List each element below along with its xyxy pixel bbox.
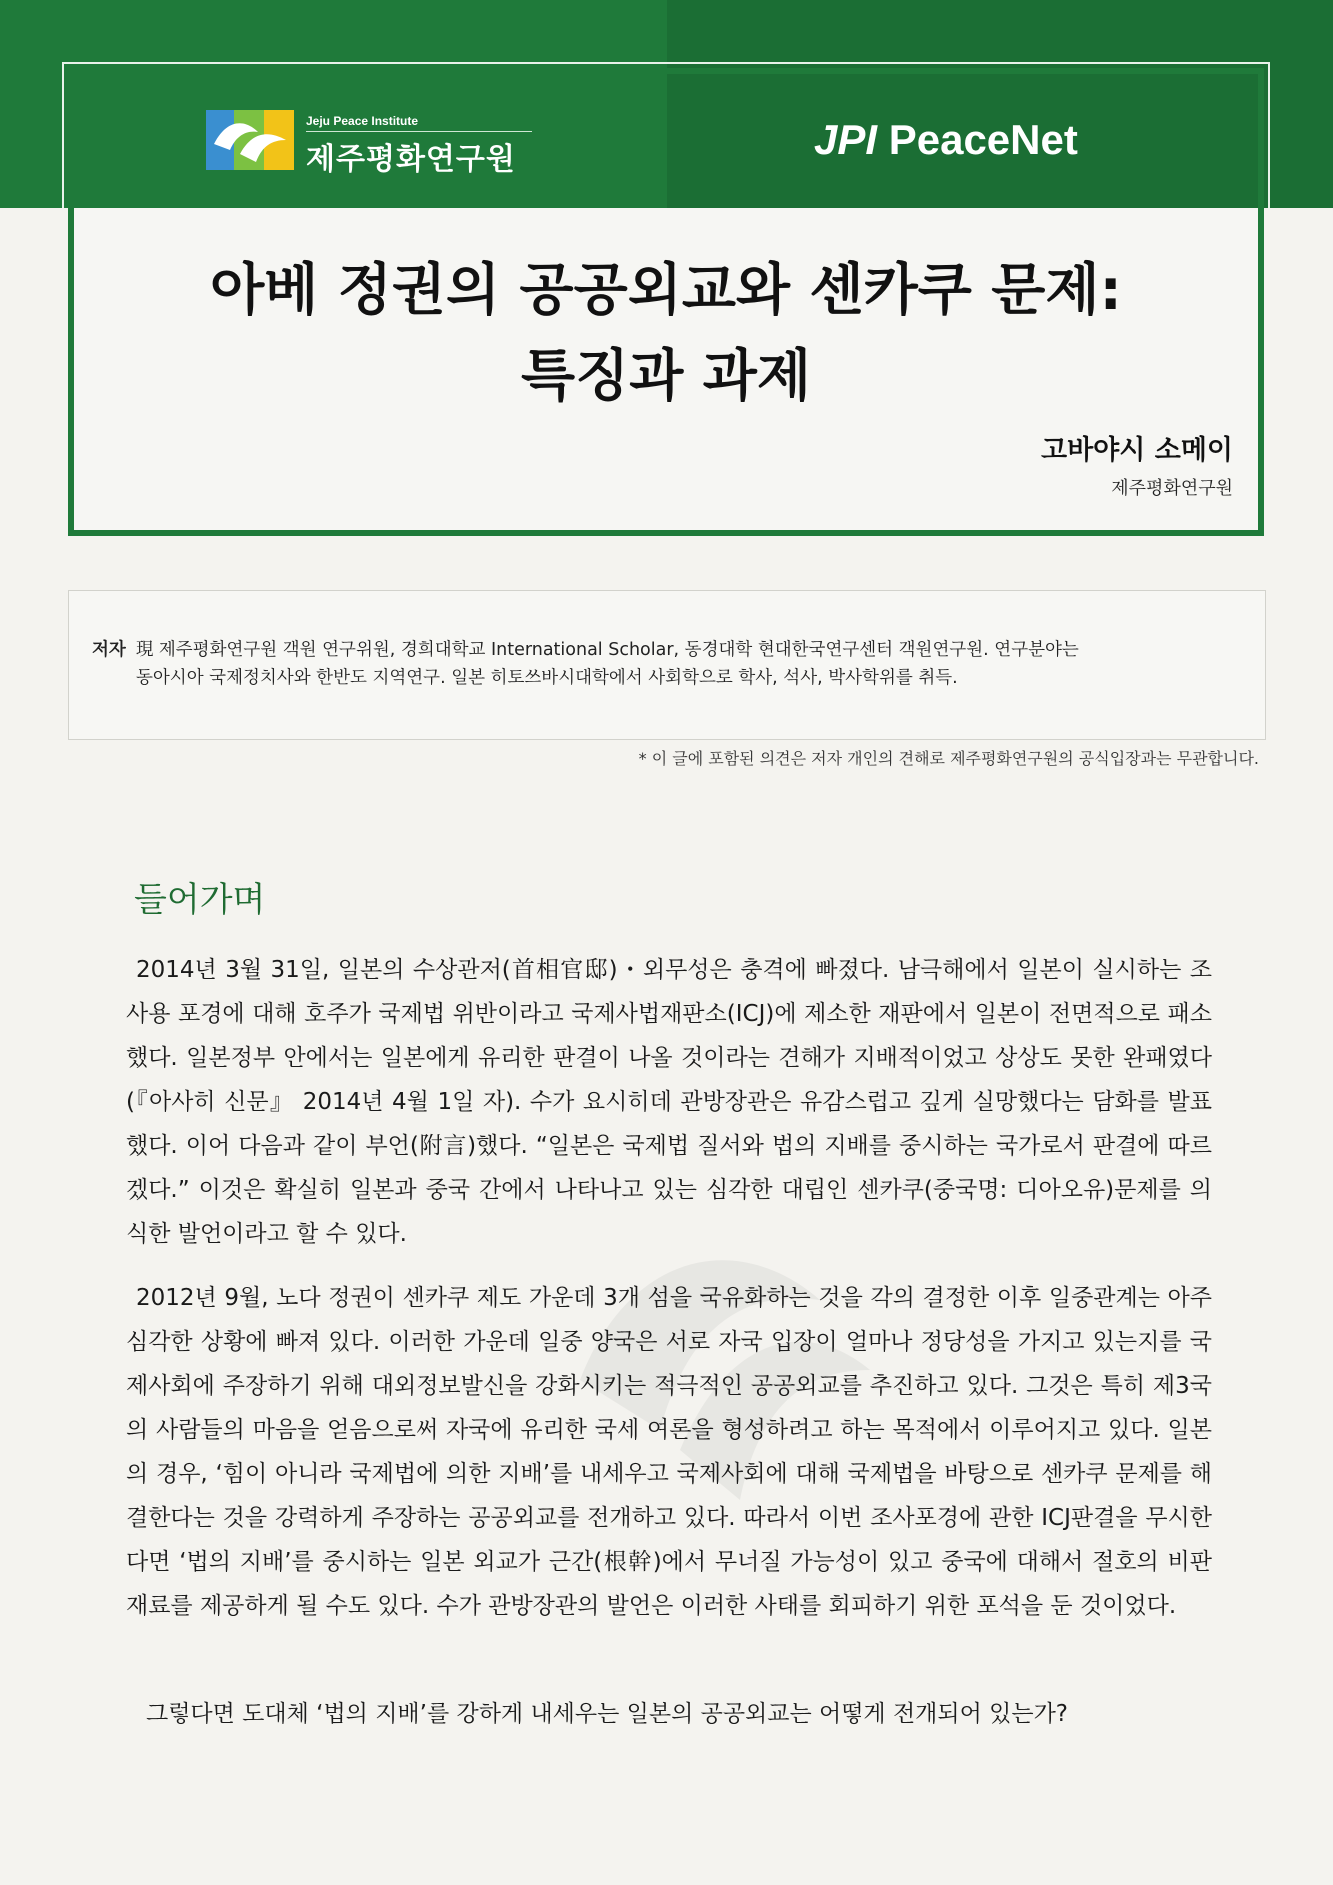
title-line-1: 아베 정권의 공공외교와 센카쿠 문제: [210,258,1122,323]
jpi-mark: JPI [814,116,878,163]
paragraph-2 [126,1276,1212,1628]
disclaimer: * 이 글에 포함된 의견은 저자 개인의 견해로 제주평화연구원의 공식입장과는 무관합니다. [638,749,1259,768]
dove-logo-icon [206,110,294,170]
logo-english-name: Jeju Peace Institute [306,114,419,128]
paragraph-3-text: 그렇다면 도대체 ‘법의 지배’를 강하게 내세우는 일본의 공공외교는 어떻게 전개되어 있는가? [146,1701,1069,1727]
paragraph-1 [126,948,1212,1256]
author-affiliation: 제주평화연구원 [1111,478,1233,499]
bio-line-2: 동아시아 국제정치사와 한반도 지역연구. 일본 히토쓰바시대학에서 사회학으로 학사, 석사, 박사학위를 취득. [136,668,958,688]
author-name: 고바야시 소메이 [1041,435,1233,466]
jeju-peace-institute-logo [206,106,546,176]
paragraph-2-text: 2012년 9월, 노다 정권이 센카쿠 제도 가운데 3개 섬을 국유화하는 것을 각의 결정한 이후 일중관계는 아주 심각한 상황에 빠져 있다. 이러한 가운데 일중 양국은 서로 자국 입장이 얼마나 정당성을 가지고 있는지를 국제사회에 주장하기 위해 대외정보발신을 강화시키는 적극적인 공공외교를 추진하고 있다. 그것은 특히 제3국의 사람들의 마음을 얻음으로써 자국에 유리한 국세 여론을 형성하려고 하는 목적에서 이루어지고 있다. 일본의 경우, ‘힘이 아니라 국제법에 의한 지배’를 내세우고 국제사회에 대해 국제법을 바탕으로 센카쿠 문제를 해결한다는 것을 강력하게 주장하는 공공외교를 전개하고 있다. 따라서 이번 조사포경에 관한 ICJ판결을 무시한다면 ‘법의 지배’를 중시하는 일본 외교가 근간(根幹)에서 무너질 가능성이 있고 중국에 대해서 절호의 비판 재료를 제공하게 될 수도 있다. 수가 관방장관의 발언은 이러한 사태를 회피하기 위한 포석을 둔 것이었다. [126,1285,1212,1619]
peacenet-logo [814,116,1078,164]
section-heading: 들어가며 [134,880,266,920]
author-bio [92,636,1242,692]
document-title [74,248,1258,420]
logo-korean-name: 제주평화연구원 [306,142,516,177]
logo-divider [306,131,532,132]
bio-line-1: 現 제주평화연구원 객원 연구위원, 경희대학교 International Scholar, 동경대학 현대한국연구센터 객원연구원. 연구분야는 [135,640,1079,660]
title-line-2: 특징과 과제 [521,344,811,409]
peacenet-wordmark: PeaceNet [888,116,1078,163]
paragraph-1-text: 2014년 3월 31일, 일본의 수상관저(首相官邸)・외무성은 충격에 빠졌다. 남극해에서 일본이 실시하는 조사용 포경에 대해 호주가 국제법 위반이라고 국제사법재판소(ICJ)에 제소한 재판에서 일본이 전면적으로 패소했다. 일본정부 안에서는 일본에게 유리한 판결이 나올 것이라는 견해가 지배적이었고 상상도 못한 완패였다(『아사히 신문』 2014년 4월 1일 자). 수가 요시히데 관방장관은 유감스럽고 깊게 실망했다는 담화를 발표했다. 이어 다음과 같이 부언(附言)했다. “일본은 국제법 질서와 법의 지배를 중시하는 국가로서 판결에 따르겠다.” 이것은 확실히 일본과 중국 간에서 나타나고 있는 심각한 대립인 센카쿠(중국명: 디아오유)문제를 의식한 발언이라고 할 수 있다. [126,957,1212,1247]
bio-label: 저자 [92,640,126,660]
paragraph-3 [126,1692,1212,1736]
